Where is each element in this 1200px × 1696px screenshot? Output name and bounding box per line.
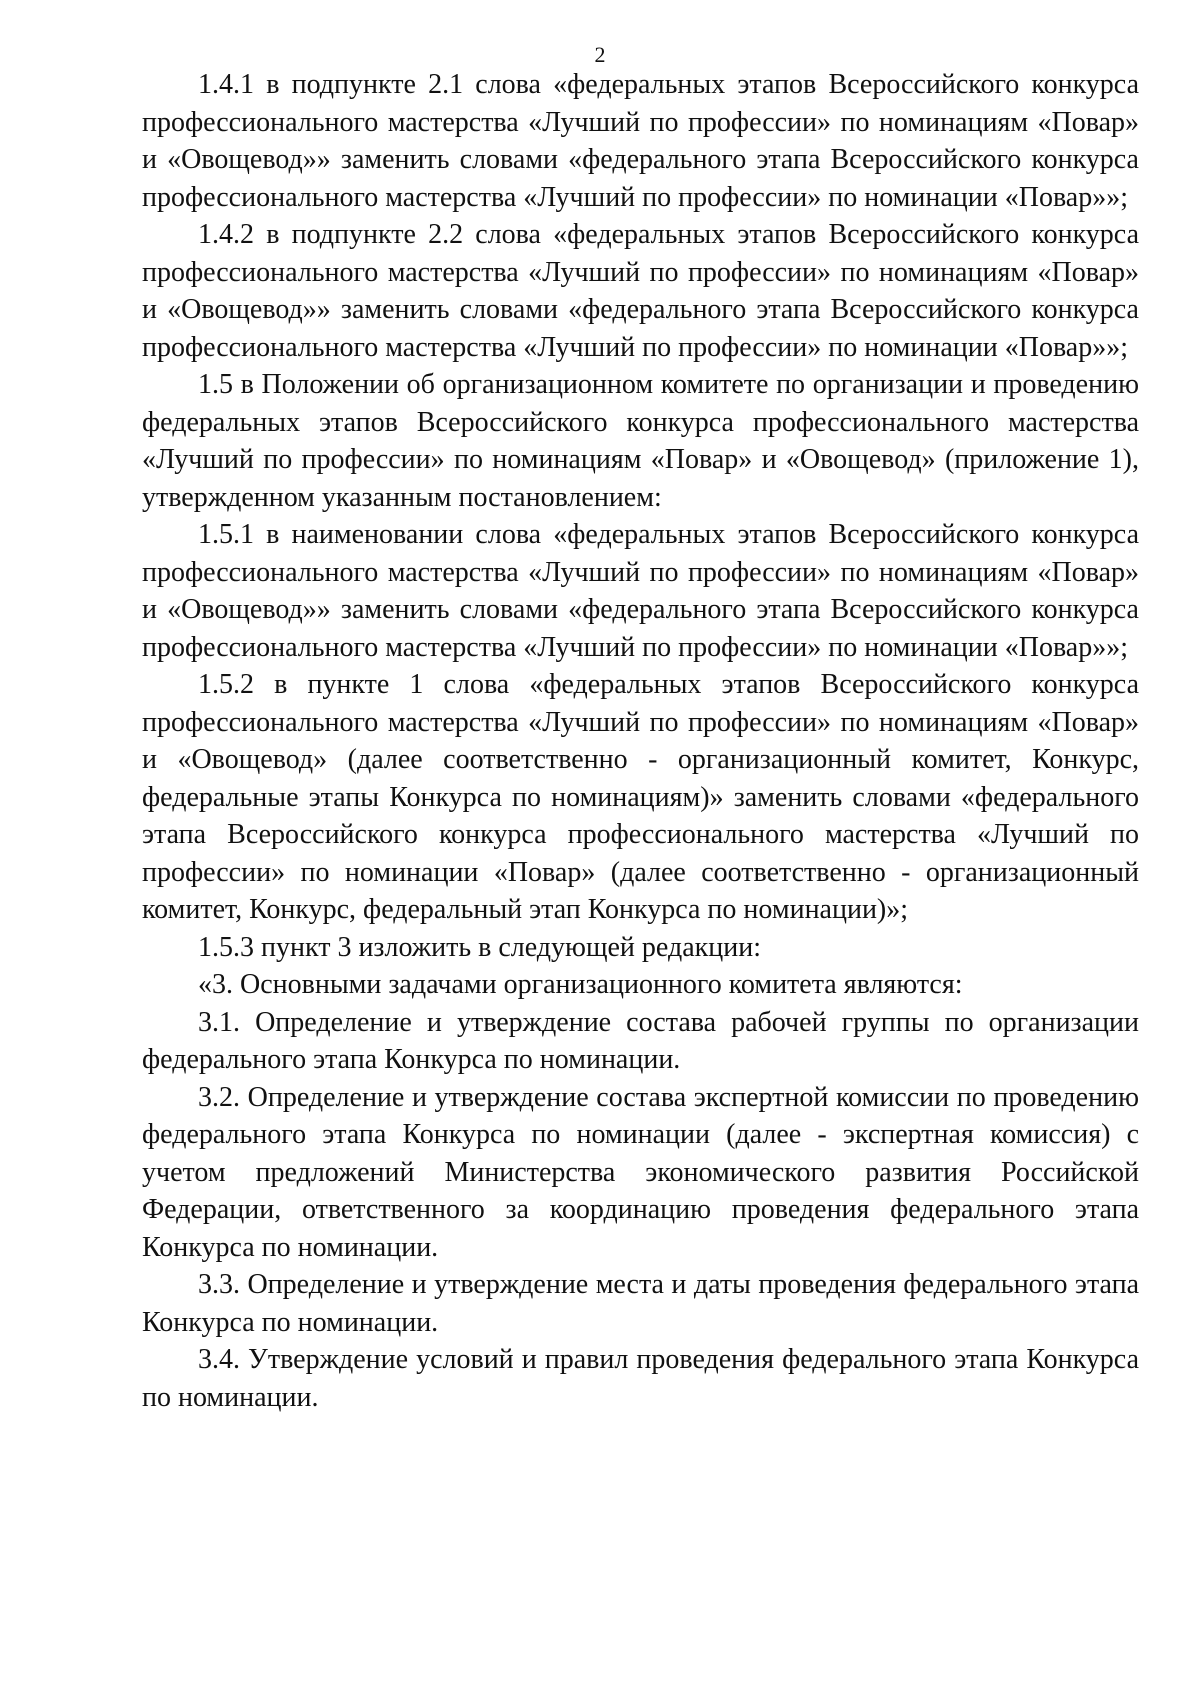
page-number: 2 — [594, 42, 606, 67]
paragraph-3-3: 3.3. Определение и утверждение места и даты проведения федерального этапа Конкурса по номинации. — [142, 1269, 1139, 1338]
document-body — [142, 66, 1139, 1416]
paragraph-1-4-1: 1.4.1 в подпункте 2.1 слова «федеральных этапов Всероссийского конкурса профессионального мастерства «Лучший по профессии» по номинациям «Повар» и «Овощевод»» заменить словами «федерального этапа Всероссийского конкурса профессионального мастерства «Лучший по профессии» по номинации «Повар»»; — [142, 69, 1139, 213]
paragraph-3-4: 3.4. Утверждение условий и правил проведения федерального этапа Конкурса по номинации. — [142, 1344, 1139, 1413]
paragraph-1-5-1: 1.5.1 в наименовании слова «федеральных этапов Всероссийского конкурса профессионального мастерства «Лучший по профессии» по номинациям «Повар» и «Овощевод»» заменить словами «федерального этапа Всероссийского конкурса профессионального мастерства «Лучший по профессии» по номинации «Повар»»; — [142, 519, 1139, 663]
paragraph-3-heading: «3. Основными задачами организационного комитета являются: — [198, 969, 963, 1000]
paragraph-1-5: 1.5 в Положении об организационном комитете по организации и проведению федеральных этапов Всероссийского конкурса профессионального мастерства «Лучший по профессии» по номинациям «Повар» и «Овощевод» (приложение 1), утвержденном указанным постановлением: — [142, 369, 1139, 513]
paragraph-3-2: 3.2. Определение и утверждение состава экспертной комиссии по проведению федерального этапа Конкурса по номинации (далее - экспертная комиссия) с учетом предложений Министерства экономического развития Российской Федерации, ответственного за координацию проведения федерального этапа Конкурса по номинации. — [142, 1081, 1139, 1263]
paragraph-1-5-2: 1.5.2 в пункте 1 слова «федеральных этапов Всероссийского конкурса профессионального мастерства «Лучший по профессии» по номинациям «Повар» и «Овощевод» (далее соответственно - организационный комитет, Конкурс, федеральные этапы Конкурса по номинациям)» заменить словами «федерального этапа Всероссийского конкурса профессионального мастерства «Лучший по профессии» по номинации «Повар» (далее соответственно - организационный комитет, Конкурс, федеральный этап Конкурса по номинации)»; — [142, 669, 1139, 925]
paragraph-1-4-2: 1.4.2 в подпункте 2.2 слова «федеральных этапов Всероссийского конкурса профессионального мастерства «Лучший по профессии» по номинациям «Повар» и «Овощевод»» заменить словами «федерального этапа Всероссийского конкурса профессионального мастерства «Лучший по профессии» по номинации «Повар»»; — [142, 219, 1139, 363]
paragraph-3-1: 3.1. Определение и утверждение состава рабочей группы по организации федерального этапа Конкурса по номинации. — [142, 1006, 1139, 1075]
paragraph-1-5-3: 1.5.3 пункт 3 изложить в следующей редакции: — [198, 931, 761, 963]
